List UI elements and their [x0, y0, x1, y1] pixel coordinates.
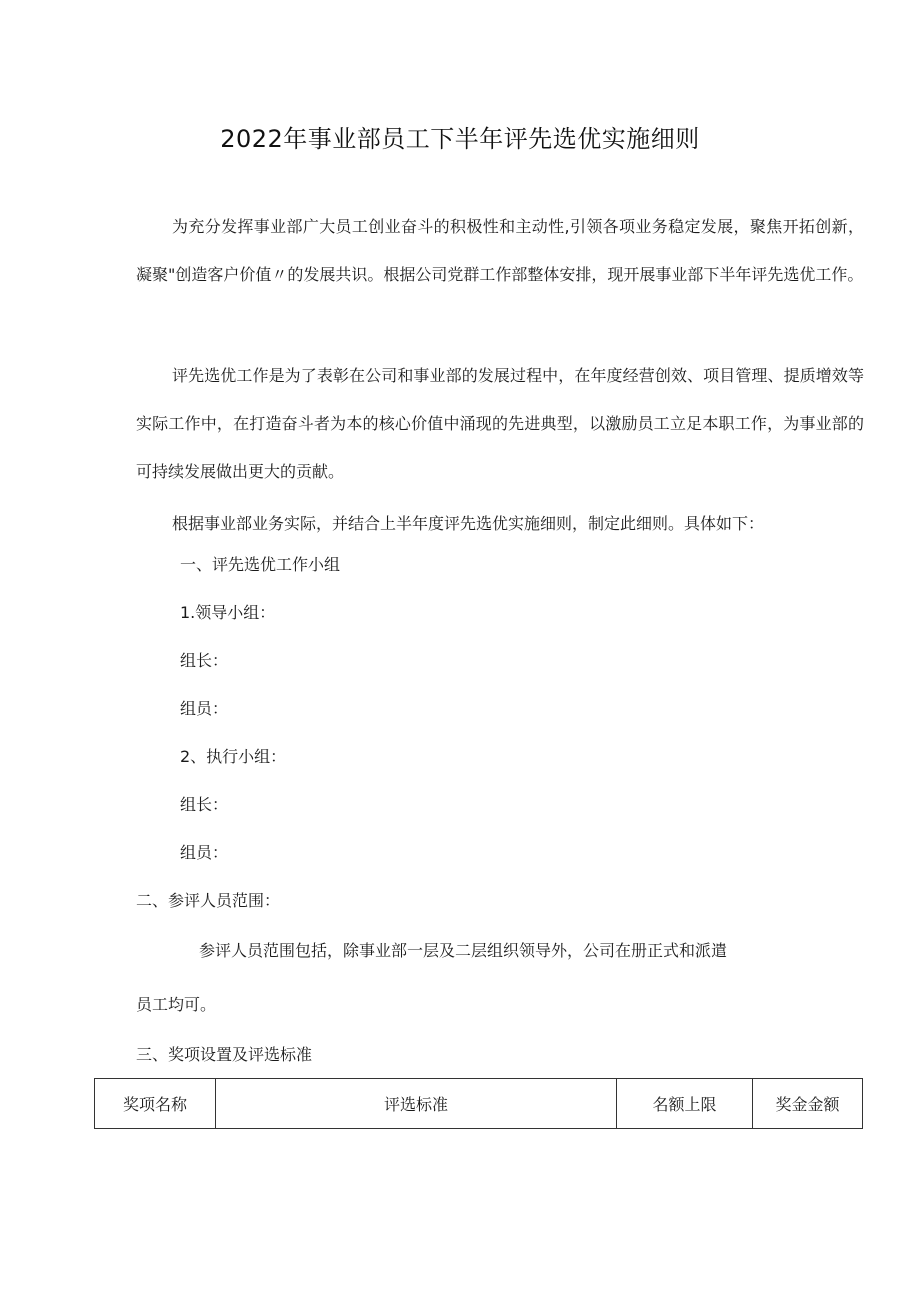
- section2-body-line1: 参评人员范围包括，除事业部一层及二层组织领导外，公司在册正式和派遣: [199, 941, 728, 960]
- execution-members-label: 组员：: [180, 843, 229, 862]
- purpose-paragraph: 评先选优工作是为了表彰在公司和事业部的发展过程中，在年度经营创效、项目管理、提质增效等实际工作中，在打造奋斗者为本的核心价值中涌现的先进典型，以激励员工立足本职工作，为事业部的可持续发展做出更大的贡献。: [136, 366, 864, 481]
- document-title: 2022年事业部员工下半年评先选优实施细则: [220, 125, 700, 153]
- bonus-amount-header: 奖金金额: [753, 1079, 863, 1129]
- section2-body-line2: 员工均可。: [136, 995, 217, 1014]
- awards-table-header-row: [95, 1079, 863, 1129]
- criteria-header: 评选标准: [216, 1079, 617, 1129]
- awards-table: [94, 1078, 863, 1129]
- section2-heading: 二、参评人员范围：: [136, 891, 281, 910]
- basis-paragraph: 根据事业部业务实际，并结合上半年度评先选优实施细则，制定此细则。具体如下：: [172, 514, 765, 533]
- section1-heading: 一、评先选优工作小组: [180, 555, 341, 574]
- leadership-leader-label: 组长：: [180, 651, 229, 670]
- award-name-header: 奖项名称: [95, 1079, 216, 1129]
- leadership-members-label: 组员：: [180, 699, 229, 718]
- section3-heading: 三、奖项设置及评选标准: [136, 1045, 313, 1064]
- quota-header: 名额上限: [617, 1079, 753, 1129]
- leadership-group-label: 1.领导小组：: [180, 603, 276, 622]
- intro-paragraph: 为充分发挥事业部广大员工创业奋斗的积极性和主动性,引领各项业务稳定发展，聚焦开拓创新，凝聚"创造客户价值〃的发展共识。根据公司党群工作部整体安排，现开展事业部下半年评先选优工作。: [136, 217, 864, 284]
- execution-leader-label: 组长：: [180, 795, 229, 814]
- execution-group-label: 2、执行小组：: [180, 747, 287, 766]
